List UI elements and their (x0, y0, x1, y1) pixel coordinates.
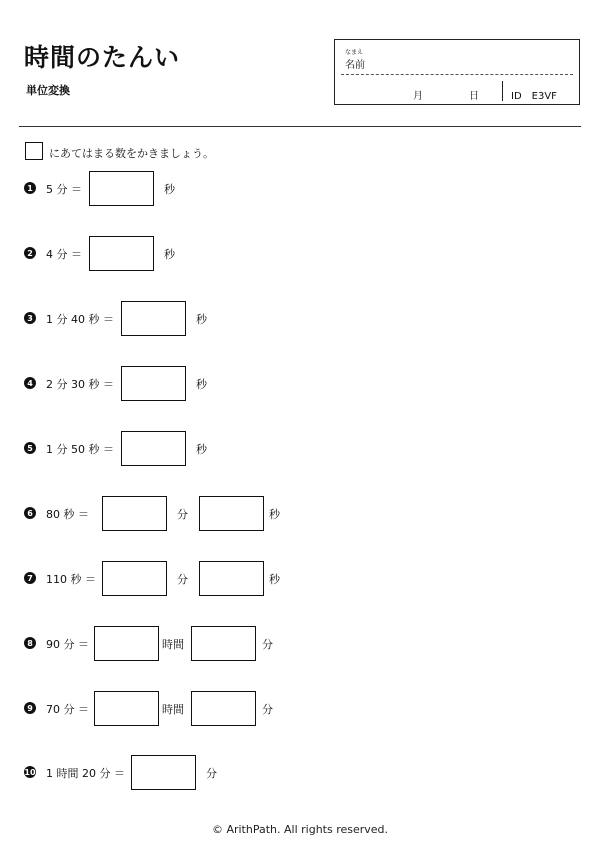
problem-prompt: 80 秒 ＝ (46, 508, 89, 521)
answer-box[interactable] (121, 431, 186, 466)
worksheet-id: ID E3VF (511, 91, 557, 102)
unit-label: 時間 (162, 638, 184, 651)
answer-box[interactable] (102, 561, 167, 596)
unit-label: 秒 (164, 248, 175, 261)
unit-label: 分 (262, 703, 273, 716)
problem-prompt: 90 分 ＝ (46, 638, 89, 651)
name-box (334, 39, 580, 105)
unit-label: 秒 (196, 378, 207, 391)
answer-box[interactable] (89, 171, 154, 206)
problem-number: 4 (24, 377, 36, 389)
unit-label: 秒 (269, 508, 280, 521)
problem-number: 7 (24, 572, 36, 584)
problem-prompt: 1 分 50 秒 ＝ (46, 443, 114, 456)
answer-box[interactable] (102, 496, 167, 531)
instruction-text: にあてはまる数をかきましょう。 (49, 147, 214, 160)
name-label: 名前 (345, 60, 365, 71)
problem-number: 10 (24, 767, 36, 777)
problem-prompt: 110 秒 ＝ (46, 573, 96, 586)
unit-label: 分 (262, 638, 273, 651)
answer-box[interactable] (94, 626, 159, 661)
day-label: 日 (469, 91, 479, 102)
answer-box[interactable] (199, 561, 264, 596)
answer-box[interactable] (121, 301, 186, 336)
problem-number: 9 (24, 702, 36, 714)
page-subtitle: 単位変換 (26, 84, 70, 97)
unit-label: 秒 (196, 443, 207, 456)
answer-box[interactable] (131, 755, 196, 790)
name-furigana: なまえ (345, 49, 364, 56)
problem-prompt: 1 分 40 秒 ＝ (46, 313, 114, 326)
answer-box[interactable] (121, 366, 186, 401)
unit-label: 秒 (269, 573, 280, 586)
problem-prompt: 70 分 ＝ (46, 703, 89, 716)
problem-number: 2 (24, 247, 36, 259)
unit-label: 秒 (164, 183, 175, 196)
answer-box[interactable] (191, 626, 256, 661)
problem-number: 8 (24, 637, 36, 649)
answer-box[interactable] (199, 496, 264, 531)
answer-box[interactable] (89, 236, 154, 271)
divider (502, 81, 503, 101)
page-title: 時間のたんい (24, 43, 181, 72)
problem-number: 5 (24, 442, 36, 454)
unit-label: 分 (177, 573, 188, 586)
month-label: 月 (413, 91, 423, 102)
instruction-box-icon (25, 142, 43, 160)
name-line (341, 74, 573, 75)
problem-number: 6 (24, 507, 36, 519)
problem-prompt: 1 時間 20 分 ＝ (46, 767, 125, 780)
unit-label: 時間 (162, 703, 184, 716)
problem-number: 1 (24, 182, 36, 194)
problem-number: 3 (24, 312, 36, 324)
unit-label: 秒 (196, 313, 207, 326)
footer-copyright: © ArithPath. All rights reserved. (211, 823, 389, 836)
problem-prompt: 5 分 ＝ (46, 183, 82, 196)
problem-prompt: 2 分 30 秒 ＝ (46, 378, 114, 391)
unit-label: 分 (177, 508, 188, 521)
header-rule (19, 126, 581, 127)
unit-label: 分 (206, 767, 217, 780)
problem-prompt: 4 分 ＝ (46, 248, 82, 261)
answer-box[interactable] (94, 691, 159, 726)
answer-box[interactable] (191, 691, 256, 726)
